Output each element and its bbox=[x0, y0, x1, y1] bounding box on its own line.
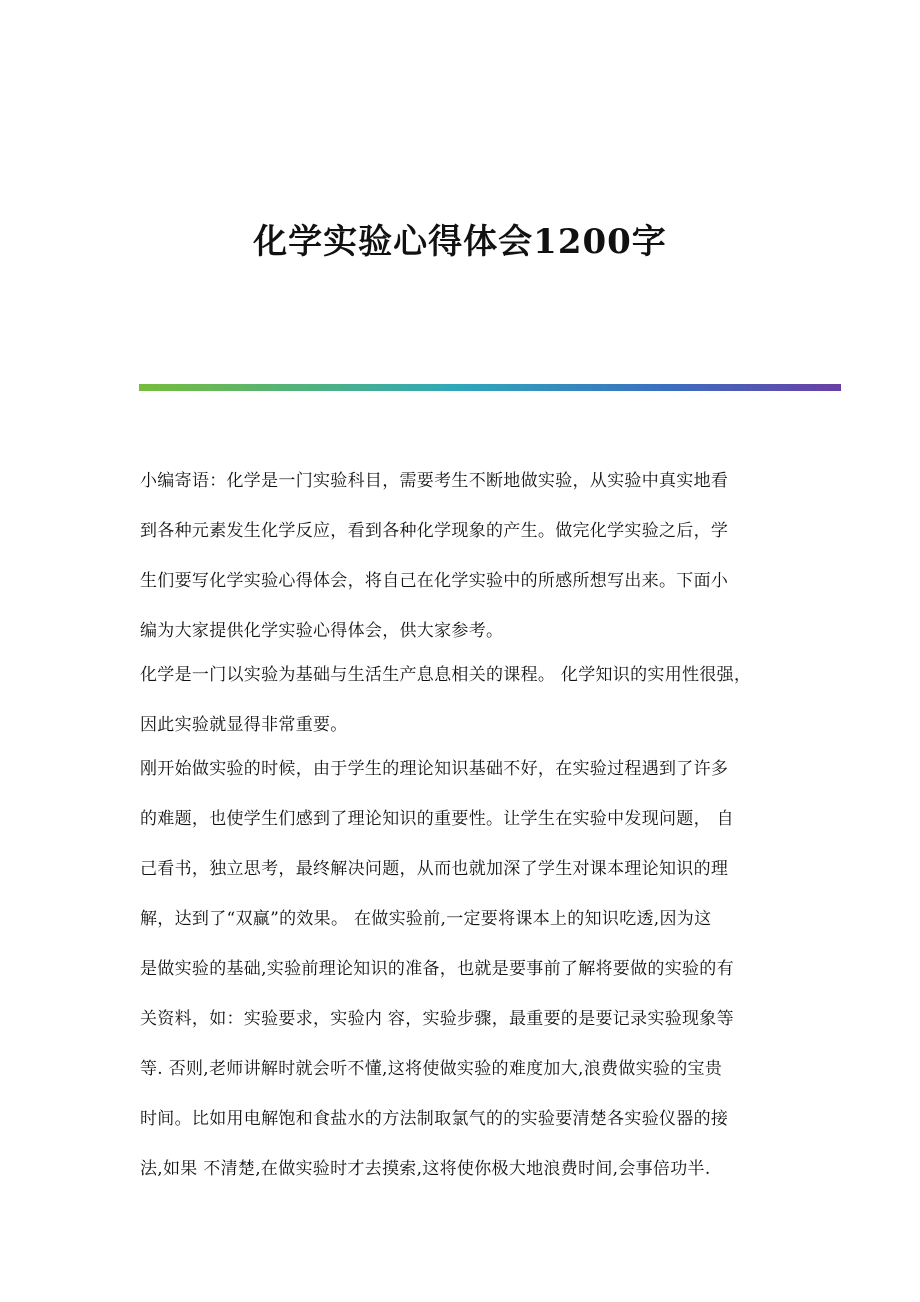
text-line: 编为大家提供化学实验心得体会，供大家参考。 bbox=[140, 621, 504, 641]
text-line: 己看书，独立思考，最终解决问题，从而也就加深了学生对课本理论知识的理 bbox=[140, 859, 729, 879]
text-line: 法,如果 不清楚,在做实验时才去摸索,这将使你极大地浪费时间,会事倍功半. bbox=[140, 1159, 711, 1179]
text-line: 小编寄语：化学是一门实验科目，需要考生不断地做实验，从实验中真实地看 bbox=[140, 471, 729, 491]
text-line: 等. 否则,老师讲解时就会听不懂,这将使做实验的难度加大,浪费做实验的宝贵 bbox=[140, 1059, 723, 1079]
text-line: 解，达到了“双赢”的效果。 在做实验前,一定要将课本上的知识吃透,因为这 bbox=[140, 909, 712, 929]
paragraph-experience bbox=[140, 754, 800, 1184]
title-divider bbox=[139, 384, 841, 391]
text-line: 生们要写化学实验心得体会，将自己在化学实验中的所感所想写出来。下面小 bbox=[140, 571, 729, 591]
document-body bbox=[140, 466, 800, 1198]
paragraph-importance bbox=[140, 660, 800, 740]
text-line: 关资料，如：实验要求，实验内 容，实验步骤，最重要的是要记录实验现象等 bbox=[140, 1009, 734, 1029]
text-line: 到各种元素发生化学反应，看到各种化学现象的产生。做完化学实验之后，学 bbox=[140, 521, 729, 541]
text-line: 的难题，也使学生们感到了理论知识的重要性。让学生在实验中发现问题， 自 bbox=[140, 809, 734, 829]
text-line: 因此实验就显得非常重要。 bbox=[140, 715, 348, 735]
paragraph-intro bbox=[140, 466, 800, 646]
text-line: 时间。比如用电解饱和食盐水的方法制取氯气的的实验要清楚各实验仪器的接 bbox=[140, 1109, 729, 1129]
text-line: 化学是一门以实验为基础与生活生产息息相关的课程。 化学知识的实用性很强， bbox=[140, 665, 752, 685]
text-line: 刚开始做实验的时候，由于学生的理论知识基础不好，在实验过程遇到了许多 bbox=[140, 759, 729, 779]
text-line: 是做实验的基础,实验前理论知识的准备，也就是要事前了解将要做的实验的有 bbox=[140, 959, 734, 979]
document-title: 化学实验心得体会1200字 bbox=[253, 222, 667, 262]
